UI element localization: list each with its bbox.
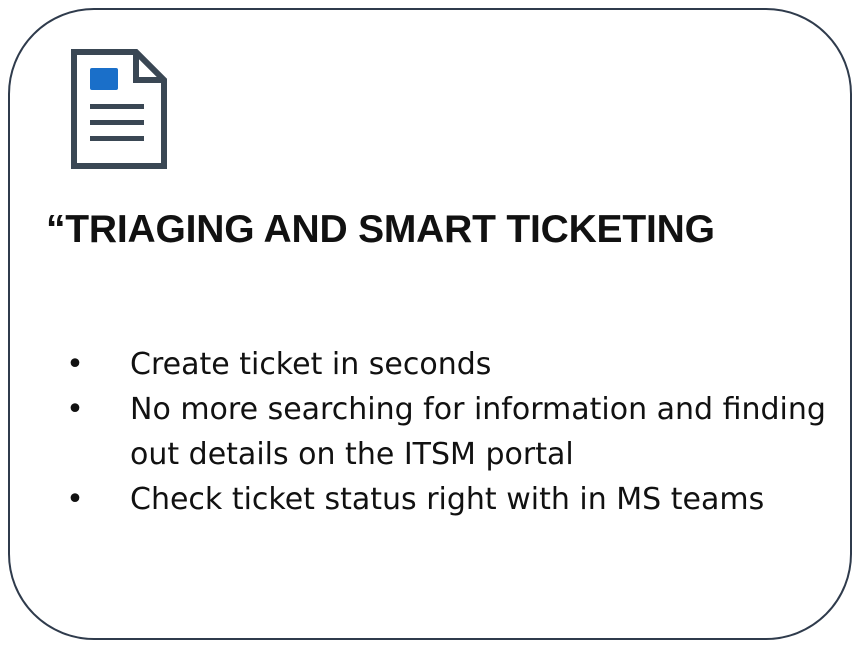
- list-item-text: Create ticket in seconds: [130, 347, 492, 382]
- document-icon: [70, 48, 168, 170]
- bullet-icon: •: [66, 392, 84, 427]
- list-item: [66, 342, 856, 387]
- list-item: [66, 477, 856, 522]
- bullet-icon: •: [66, 347, 84, 382]
- feature-list: [66, 342, 856, 522]
- list-item: [66, 387, 856, 477]
- bullet-icon: •: [66, 482, 84, 517]
- card-title: “TRIAGING AND SMART TICKETING: [46, 208, 715, 251]
- list-item-text: Check ticket status right with in MS teams: [130, 482, 765, 517]
- list-item-text: No more searching for information and finding out details on the ITSM portal: [130, 392, 826, 472]
- feature-card: [8, 8, 852, 640]
